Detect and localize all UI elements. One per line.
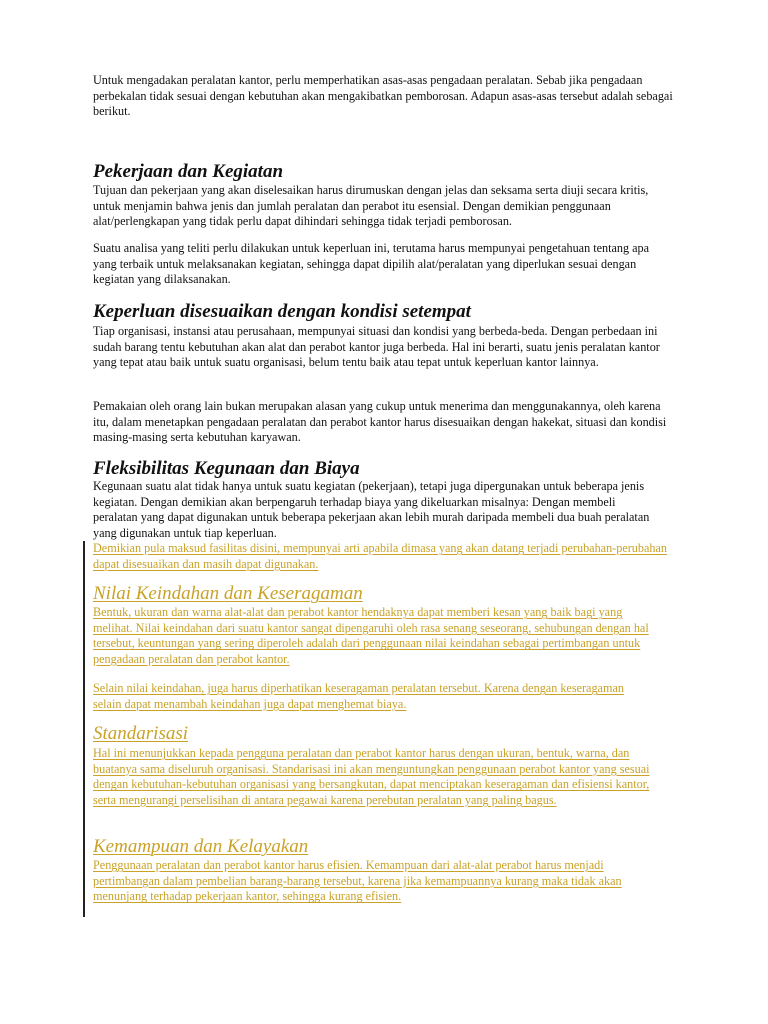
heading-pekerjaan-dan-kegiatan: Pekerjaan dan Kegiatan: [93, 161, 284, 182]
change-bar: [83, 541, 85, 917]
heading-keperluan-kondisi-setempat: Keperluan disesuaikan dengan kondisi setempat: [93, 301, 471, 322]
heading-standarisasi: Standarisasi: [93, 723, 189, 744]
paragraph-keindahan-1: Bentuk, ukuran dan warna alat-alat dan perabot kantor hendaknya dapat memberi kesan yang baik bagi yang melihat. Nilai keindahan dari suatu kantor sangat dipengaruhi oleh rasa senang seseorang, sehubungan dengan hal tersebut, keuntungan yang sering diperoleh adalah dari penggunaan nilai keindahan sebagai pertimbangan untuk pengadaan peralatan dan perabot kantor.: [93, 605, 649, 666]
paragraph-kemampuan: Penggunaan peralatan dan perabot kantor harus efisien. Kemampuan dari alat-alat perabot harus menjadi pertimbangan dalam pembelian barang-barang tersebut, karena jika kemampuannya kurang maka tidak akan menunjang terhadap pekerjaan kantor, sehingga kurang efisien.: [93, 858, 622, 904]
intro-paragraph: Untuk mengadakan peralatan kantor, perlu memperhatikan asas-asas pengadaan peralatan. Sebab jika pengadaan perbekalan tidak sesuai dengan kebutuhan akan mengakibatkan pemborosan. Adapun asas-asas tersebut adalah sebagai berikut.: [93, 73, 673, 119]
paragraph-keperluan-2: Pemakaian oleh orang lain bukan merupakan alasan yang cukup untuk menerima dan menggunakannya, oleh karena itu, dalam menetapkan pengadaan peralatan dan perabot kantor harus disesuaikan dengan hakekat, situasi dan kondisi masing-masing serta kebutuhan karyawan.: [93, 399, 667, 445]
heading-kemampuan-kelayakan: Kemampuan dan Kelayakan: [93, 836, 309, 857]
paragraph-keperluan-1: Tiap organisasi, instansi atau perusahaan, mempunyai situasi dan kondisi yang berbeda-beda. Dengan perbedaan ini sudah barang tentu kebutuhan akan alat dan perabot kantor juga berbeda. Hal ini berarti, suatu jenis peralatan kantor yang tepat atau baik untuk suatu organisasi, belum tentu baik atau tepat untuk keperluan kantor lainnya.: [93, 324, 660, 370]
paragraph-fleksibilitas-1: Kegunaan suatu alat tidak hanya untuk suatu kegiatan (pekerjaan), tetapi juga dipergunakan untuk beberapa jenis kegiatan. Dengan demikian akan berpengaruh terhadap biaya yang dikeluarkan misalnya: Dengan membeli peralatan yang dapat digunakan untuk beberapa pekerjaan akan lebih murah daripada membeli dua buah peralatan yang digunakan untuk tiap keperluan.: [93, 479, 650, 540]
paragraph-pekerjaan-2: Suatu analisa yang teliti perlu dilakukan untuk keperluan ini, terutama harus mempunyai pengetahuan tentang apa yang terbaik untuk melaksanakan kegiatan, sehingga dapat dipilih alat/peralatan yang diperlukan sesuai dengan kegiatan yang dilaksanakan.: [93, 241, 650, 287]
paragraph-keindahan-2: Selain nilai keindahan, juga harus diperhatikan keseragaman peralatan tersebut. Karena dengan keseragaman selain dapat menambah keindahan juga dapat menghemat biaya.: [93, 681, 624, 711]
paragraph-standarisasi: Hal ini menunjukkan kepada pengguna peralatan dan perabot kantor harus dengan ukuran, bentuk, warna, dan buatanya sama diseluruh organisasi. Standarisasi ini akan menguntungkan penggunaan perabot kantor yang sesuai dengan kebutuhan-kebutuhan organisasi yang bersangkutan, dapat menciptakan keseragaman dan efisiensi kantor, serta mengurangi perselisihan di antara pegawai karena perebutan peralatan yang paling bagus.: [93, 746, 650, 807]
heading-nilai-keindahan: Nilai Keindahan dan Keseragaman: [93, 583, 363, 604]
paragraph-fleksibilitas-2: Demikian pula maksud fasilitas disini, mempunyai arti apabila dimasa yang akan datang terjadi perubahan-perubahan dapat disesuaikan dan masih dapat digunakan.: [93, 541, 667, 571]
heading-fleksibilitas: Fleksibilitas Kegunaan dan Biaya: [93, 458, 360, 479]
paragraph-pekerjaan-1: Tujuan dan pekerjaan yang akan diselesaikan harus dirumuskan dengan jelas dan seksama serta diuji secara kritis, untuk menjamin bahwa jenis dan jumlah peralatan dan perabot itu esensial. Dengan demikian penggunaan alat/perlengkapan yang tidak perlu dapat dihindari sehingga tidak terjadi pemborosan.: [93, 183, 649, 229]
